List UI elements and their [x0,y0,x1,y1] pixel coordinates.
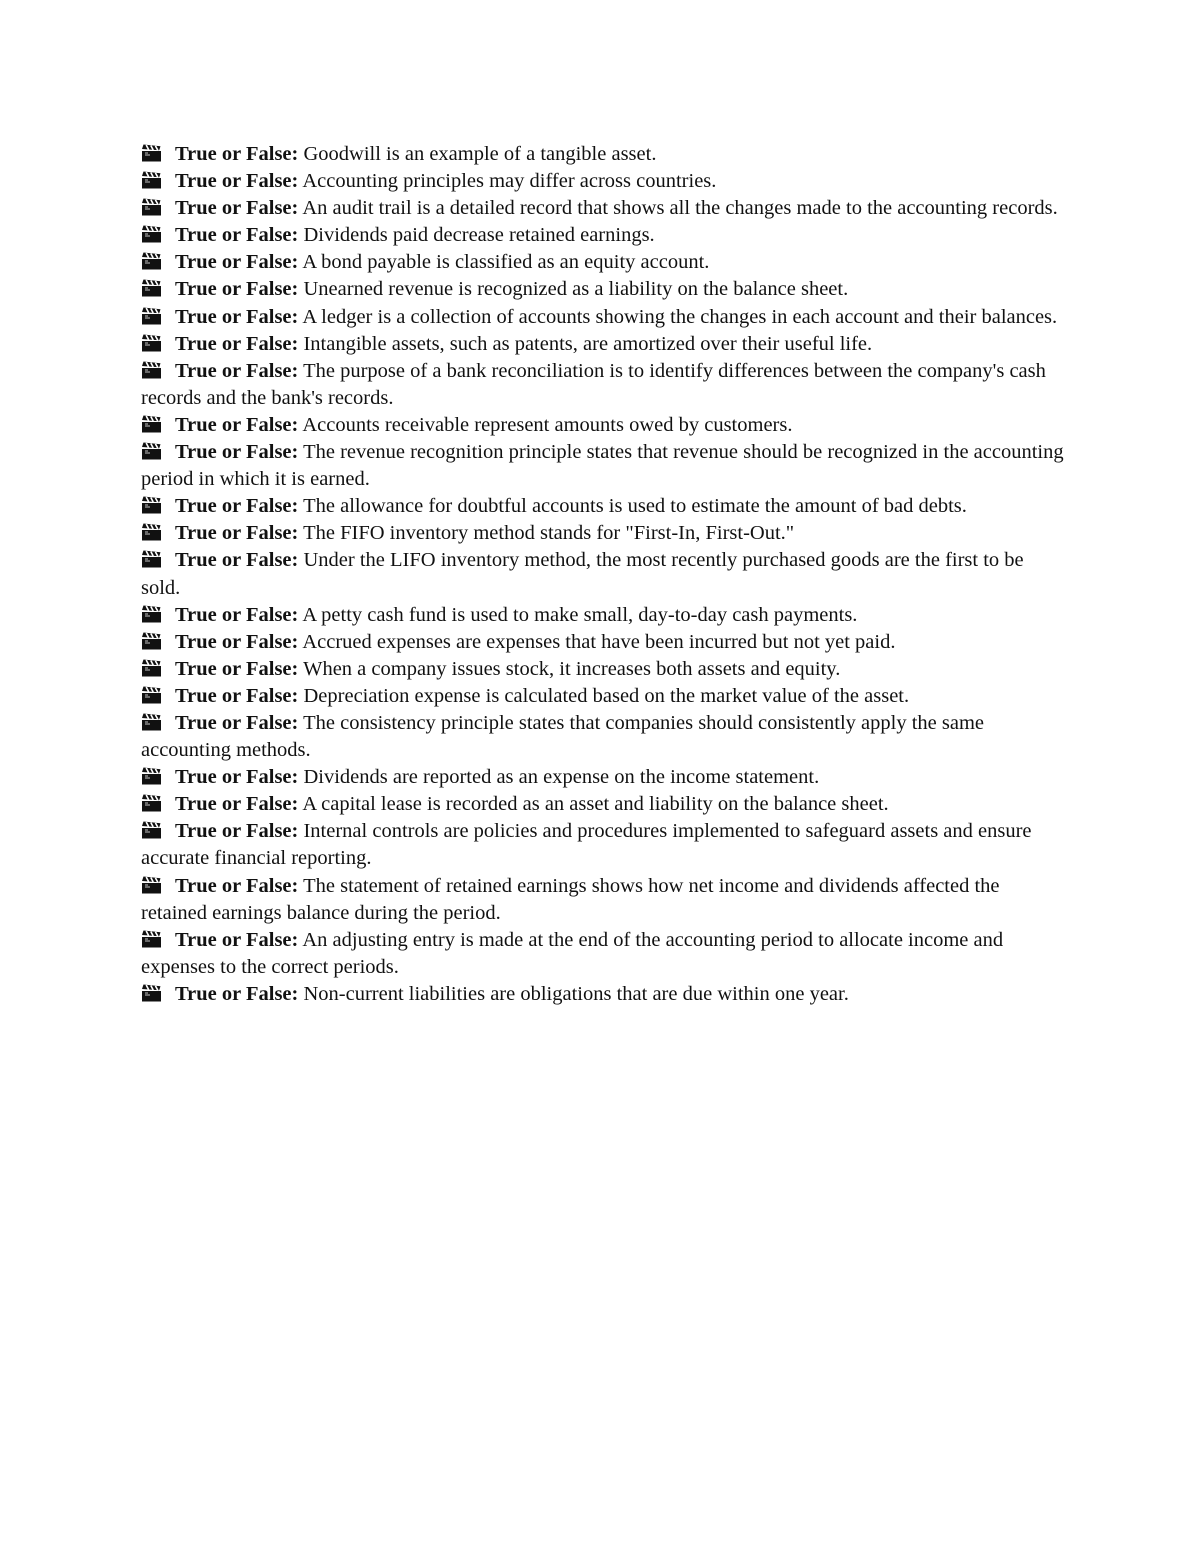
question-text: An adjusting entry is made at the end of the accounting period to allocate income and expenses to the correct periods. [141,928,1004,978]
question-text: The FIFO inventory method stands for "First-In, First-Out." [298,522,795,545]
clapperboard-icon [141,632,163,650]
clapperboard-icon [141,279,163,297]
question-label: True or False: [175,522,299,545]
question-label: True or False: [175,982,299,1005]
question-text: Non-current liabilities are obligations that are due within one year. [298,982,849,1005]
question-item [141,981,1066,1008]
question-item [141,195,1066,222]
clapperboard-icon [141,334,163,352]
question-label: True or False: [175,197,299,220]
question-label: True or False: [175,251,299,274]
question-label: True or False: [175,143,299,165]
clapperboard-icon [141,496,163,514]
question-label: True or False: [175,874,299,897]
question-label: True or False: [175,305,299,328]
clapperboard-icon [141,225,163,243]
question-item [141,168,1066,195]
question-text: The purpose of a bank reconciliation is to identify differences between the company's cash records and the bank's records. [141,359,1046,409]
question-label: True or False: [175,224,299,247]
question-item [141,791,1066,818]
question-item [141,439,1066,493]
clapperboard-icon [141,307,163,325]
question-item [141,547,1066,601]
question-text: Depreciation expense is calculated based on the market value of the asset. [298,684,910,707]
question-label: True or False: [175,630,299,653]
question-text: A capital lease is recorded as an asset and liability on the balance sheet. [298,793,889,816]
question-item [141,412,1066,439]
question-item [141,818,1066,872]
question-item [141,141,1066,168]
clapperboard-icon [141,361,163,379]
question-item [141,656,1066,683]
question-text: Accounting principles may differ across countries. [298,170,717,193]
question-text: Unearned revenue is recognized as a liability on the balance sheet. [298,278,849,301]
question-text: Intangible assets, such as patents, are amortized over their useful life. [298,332,873,355]
question-label: True or False: [175,278,299,301]
question-text: An audit trail is a detailed record that shows all the changes made to the accounting records. [298,197,1058,220]
clapperboard-icon [141,876,163,894]
clapperboard-icon [141,144,163,162]
question-item [141,358,1066,412]
clapperboard-icon [141,984,163,1002]
question-label: True or False: [175,170,299,193]
question-label: True or False: [175,820,299,843]
question-label: True or False: [175,359,299,382]
clapperboard-icon [141,198,163,216]
question-label: True or False: [175,441,299,464]
question-label: True or False: [175,495,299,518]
question-label: True or False: [175,793,299,816]
question-item [141,249,1066,276]
question-text: Accounts receivable represent amounts owed by customers. [298,413,793,436]
question-list [141,141,1066,1008]
clapperboard-icon [141,930,163,948]
question-item [141,764,1066,791]
question-item [141,331,1066,358]
question-item [141,602,1066,629]
clapperboard-icon [141,252,163,270]
question-text: The revenue recognition principle states that revenue should be recognized in the accounting period in which it is earned. [141,441,1064,491]
clapperboard-icon [141,442,163,460]
question-item [141,873,1066,927]
question-text: Internal controls are policies and procedures implemented to safeguard assets and ensure accurate financial reporting. [141,820,1032,870]
question-item [141,683,1066,710]
clapperboard-icon [141,659,163,677]
question-label: True or False: [175,657,299,680]
document-page [141,141,1066,1008]
question-text: Goodwill is an example of a tangible asset. [298,143,657,165]
question-text: A ledger is a collection of accounts showing the changes in each account and their balances. [298,305,1058,328]
clapperboard-icon [141,605,163,623]
question-label: True or False: [175,928,299,951]
question-label: True or False: [175,603,299,626]
question-item [141,222,1066,249]
question-text: A petty cash fund is used to make small, day-to-day cash payments. [298,603,858,626]
clapperboard-icon [141,767,163,785]
clapperboard-icon [141,415,163,433]
question-item [141,927,1066,981]
question-item [141,493,1066,520]
question-label: True or False: [175,332,299,355]
question-label: True or False: [175,684,299,707]
question-label: True or False: [175,766,299,789]
question-text: Dividends are reported as an expense on the income statement. [298,766,820,789]
question-item [141,629,1066,656]
question-text: The consistency principle states that companies should consistently apply the same accounting methods. [141,711,985,762]
question-text: Under the LIFO inventory method, the most recently purchased goods are the first to be sold. [141,549,1024,599]
question-item [141,304,1066,331]
clapperboard-icon [141,821,163,839]
question-item [141,710,1066,764]
clapperboard-icon [141,686,163,704]
question-text: Accrued expenses are expenses that have been incurred but not yet paid. [298,630,896,653]
question-label: True or False: [175,413,299,436]
question-label: True or False: [175,549,299,572]
question-item [141,520,1066,547]
clapperboard-icon [141,171,163,189]
question-text: The statement of retained earnings shows how net income and dividends affected the retained earnings balance during the period. [141,874,1000,924]
question-label: True or False: [175,711,299,734]
clapperboard-icon [141,550,163,568]
question-text: When a company issues stock, it increases both assets and equity. [298,657,841,680]
question-text: A bond payable is classified as an equity account. [298,251,710,274]
clapperboard-icon [141,523,163,541]
clapperboard-icon [141,794,163,812]
question-item [141,276,1066,303]
clapperboard-icon [141,713,163,731]
question-text: Dividends paid decrease retained earnings. [298,224,655,247]
question-text: The allowance for doubtful accounts is used to estimate the amount of bad debts. [298,495,967,518]
